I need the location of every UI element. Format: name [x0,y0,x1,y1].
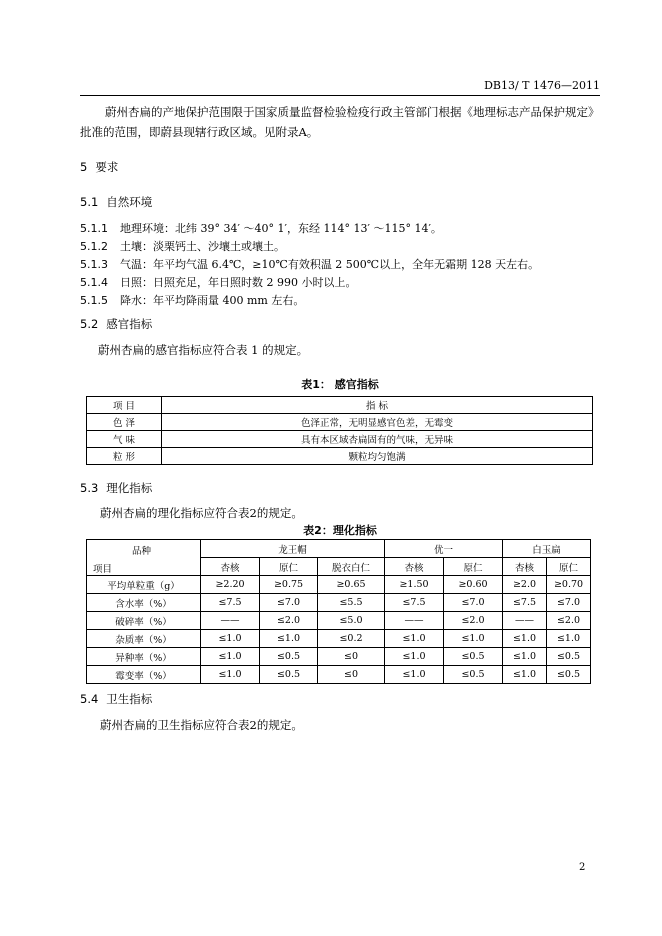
item-5-1-4 [80,274,356,290]
section-title: 理化指标 [106,481,153,495]
table-cell: ≤0.5 [547,648,591,666]
table-1-caption: 表1： 感官指标 [301,378,379,391]
table-cell: ≥2.0 [503,576,547,594]
section-5-3-body: 蔚州杏扁的理化指标应符合表2的规定。 [100,506,303,520]
table-cell: ≤2.0 [260,612,318,630]
table-row [87,630,591,648]
table-cell: ≤1.0 [260,630,318,648]
section-title: 要求 [95,160,119,174]
section-number: 5 [80,160,88,174]
table-cell: ≤1.0 [385,666,444,684]
row-label: 含水率（%） [87,594,201,612]
table-cell: ≥0.65 [318,576,385,594]
item-5-1-1 [80,220,442,236]
table-row [87,414,593,431]
table-cell: ≥2.20 [201,576,260,594]
subheader-cell: 杏核 [503,558,547,576]
header-rule [80,95,600,96]
table-cell: —— [385,612,444,630]
variety-header: 优一 [385,540,503,558]
table-cell: ≤1.0 [503,666,547,684]
table-cell: ≤1.0 [385,648,444,666]
table-row [87,448,593,465]
table-cell: ≤0.5 [444,648,503,666]
section-5-2-heading [80,316,152,332]
section-5-3-heading [80,480,152,496]
table-cell: ≤0 [318,648,385,666]
table-cell: 气 味 [87,431,162,448]
table-cell: ≤1.0 [201,666,260,684]
row-label: 霉变率（%） [87,666,201,684]
item-number: 5.1.4 [80,276,108,289]
row-label: 异种率（%） [87,648,201,666]
section-5-1-heading [80,194,152,210]
subheader-cell: 原仁 [547,558,591,576]
subheader-cell: 杏核 [385,558,444,576]
table-row [87,540,591,558]
intro-line-2: 批准的范围，即蔚县现辖行政区域。见附录A。 [80,125,319,139]
table-cell: 色泽正常，无明显感官色差，无霉变 [162,414,593,431]
section-number: 5.4 [80,692,99,706]
section-5-4-heading [80,691,152,707]
section-5-2-body: 蔚州杏扁的感官指标应符合表 1 的规定。 [98,343,309,357]
table-cell: ≤1.0 [201,648,260,666]
table-cell: ≤0.5 [260,666,318,684]
table-cell: ≤2.0 [547,612,591,630]
table-cell: ≤1.0 [503,630,547,648]
item-5-1-5 [80,292,304,308]
item-text: 日照：日照充足，年日照时数 2 990 小时以上。 [120,276,357,289]
subheader-cell: 脱衣白仁 [318,558,385,576]
item-5-1-3 [80,256,539,272]
item-number: 5.1.2 [80,240,108,253]
table-cell: ≤0.2 [318,630,385,648]
table-cell: ≤7.5 [385,594,444,612]
table-cell: 粒 形 [87,448,162,465]
item-text: 气温：年平均气温 6.4℃，≥10℃有效积温 2 500℃以上，全年无霜期 128 天左右。 [120,258,540,271]
table-2-physicochemical [86,539,591,684]
section-number: 5.2 [80,317,99,331]
table-cell: ≤7.0 [547,594,591,612]
item-number: 5.1.3 [80,258,108,271]
corner-bottom-label: 项目 [93,564,113,575]
table-cell: ≤0.5 [444,666,503,684]
table-cell: —— [503,612,547,630]
table-cell: ≤5.0 [318,612,385,630]
table-1-sensory [86,396,593,465]
table-cell: ≤1.0 [201,630,260,648]
item-5-1-2 [80,238,285,254]
section-number: 5.3 [80,481,99,495]
table-cell: —— [201,612,260,630]
table-cell: ≤1.0 [444,630,503,648]
table-cell: ≤0.5 [547,666,591,684]
table-cell: 颗粒均匀饱满 [162,448,593,465]
table-cell: ≤7.5 [201,594,260,612]
table-row [87,431,593,448]
table-cell: ≤7.0 [444,594,503,612]
table-header-cell: 指 标 [162,397,593,414]
row-label: 破碎率（%） [87,612,201,630]
table-cell: ≥0.70 [547,576,591,594]
table-cell: ≤7.5 [503,594,547,612]
table-cell: ≤1.0 [547,630,591,648]
table-cell: ≥1.50 [385,576,444,594]
item-text: 降水：年平均降雨量 400 mm 左右。 [120,294,305,307]
section-number: 5.1 [80,195,99,209]
corner-top-label: 品种 [132,546,152,557]
variety-header: 龙王帽 [201,540,385,558]
page-number: 2 [579,862,586,873]
section-5-4-body: 蔚州杏扁的卫生指标应符合表2的规定。 [100,718,303,732]
table-cell: ≤1.0 [385,630,444,648]
item-text: 土壤：淡栗钙土、沙壤土或壤土。 [120,240,285,253]
table-cell: ≤2.0 [444,612,503,630]
intro-line-1: 蔚州杏扁的产地保护范围限于国家质量监督检验检疫行政主管部门根据《地理标志产品保护规定》 [105,105,600,119]
table-cell: ≤7.0 [260,594,318,612]
subheader-cell: 杏核 [201,558,260,576]
table-cell: ≤1.0 [503,648,547,666]
row-label: 杂质率（%） [87,630,201,648]
item-text: 地理环境：北纬 39° 34′ ～40° 1′，东经 114° 13′ ～115° 14′。 [120,222,442,235]
section-title: 自然环境 [106,195,153,209]
table-cell: ≤5.5 [318,594,385,612]
table-2-caption: 表2：理化指标 [303,524,377,537]
item-number: 5.1.5 [80,294,108,307]
table-cell: ≥0.75 [260,576,318,594]
table-cell: ≤0 [318,666,385,684]
table-row [87,612,591,630]
table-cell: 具有本区域杏扁固有的气味，无异味 [162,431,593,448]
document-code: DB13/ T 1476—2011 [484,79,600,92]
section-title: 卫生指标 [106,692,153,706]
section-5-heading [80,159,118,175]
table-cell: ≤0.5 [260,648,318,666]
table-row [87,576,591,594]
item-number: 5.1.1 [80,222,108,235]
table-row [87,594,591,612]
table-cell: ≥0.60 [444,576,503,594]
subheader-cell: 原仁 [444,558,503,576]
row-label: 平均单粒重（g） [87,576,201,594]
section-title: 感官指标 [106,317,153,331]
table-header-cell: 项 目 [87,397,162,414]
table-cell: 色 泽 [87,414,162,431]
variety-header: 白玉扁 [503,540,591,558]
subheader-cell: 原仁 [260,558,318,576]
table-row [87,397,593,414]
table-row [87,666,591,684]
table-corner-cell [87,540,201,576]
table-row [87,648,591,666]
